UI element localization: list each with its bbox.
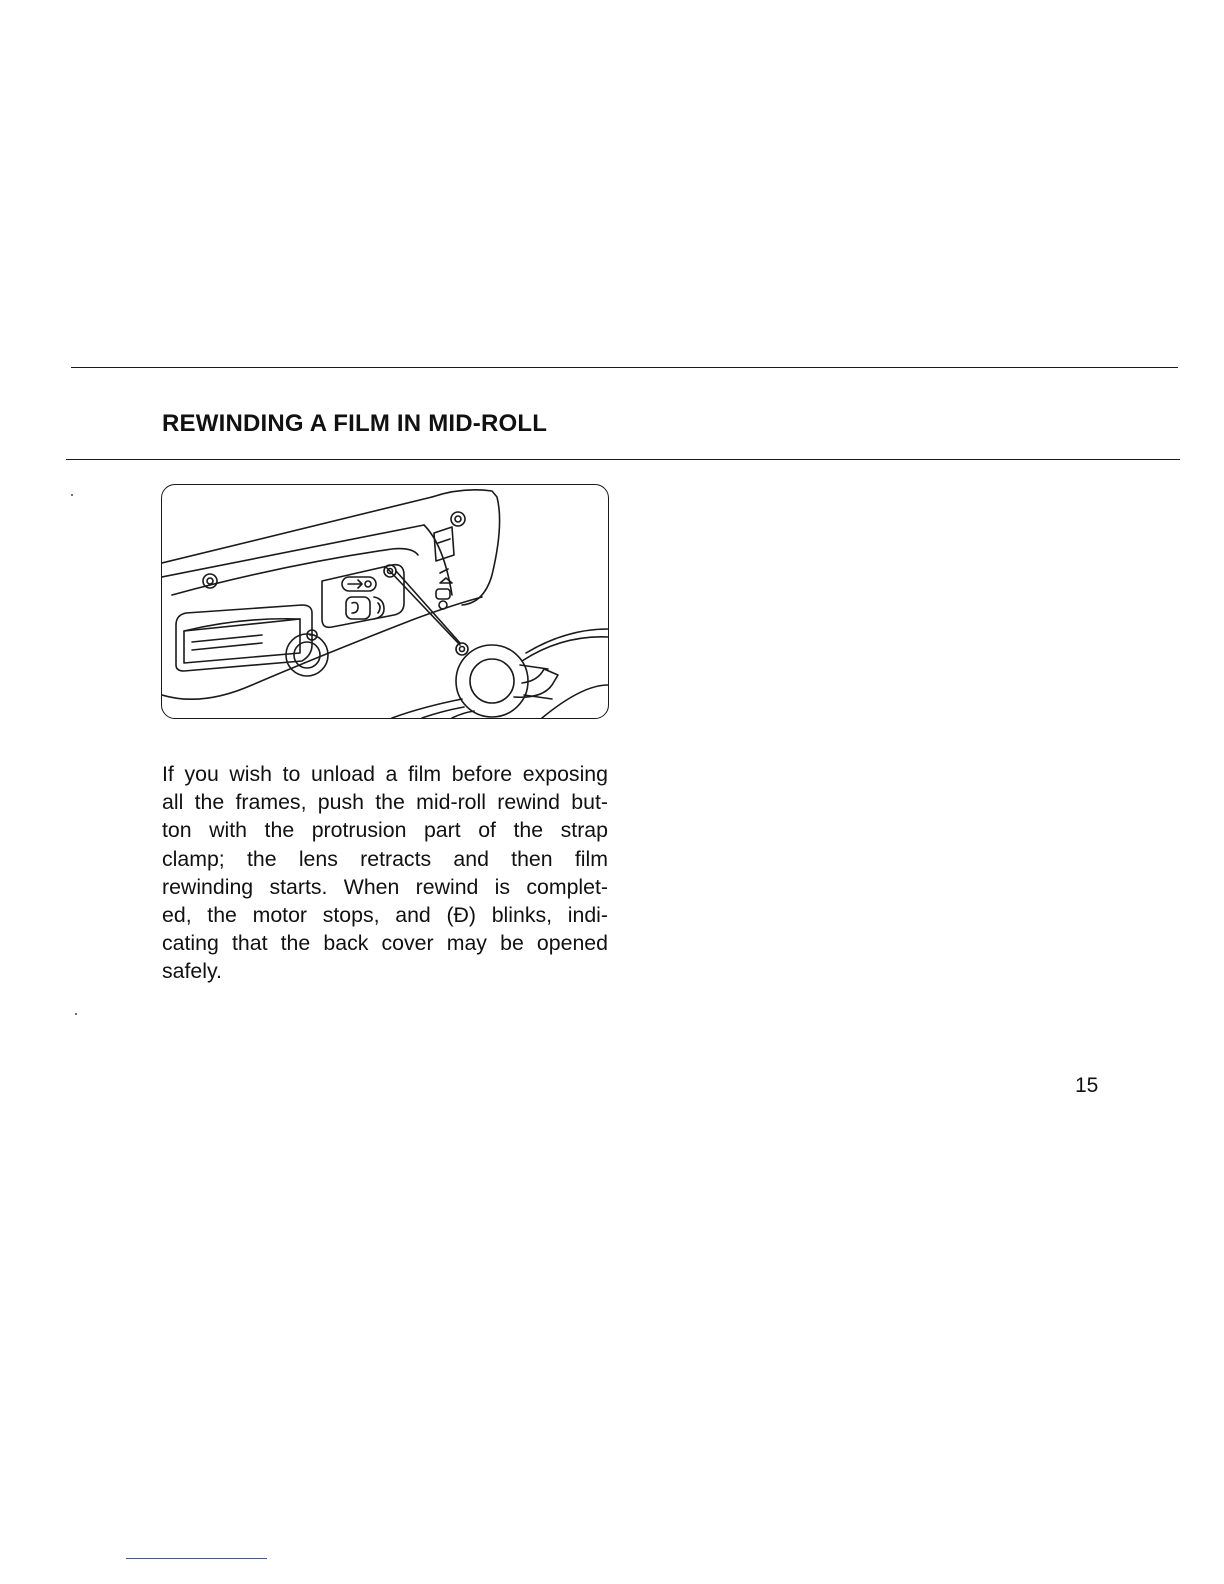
scan-speck [75, 1013, 77, 1015]
section-title: REWINDING A FILM IN MID-ROLL [162, 410, 548, 437]
paragraph-line: If you wish to unload a film before exposing [162, 762, 608, 786]
scan-speck [71, 494, 73, 496]
instruction-paragraph [162, 760, 608, 986]
paragraph-line: all the frames, push the mid-roll rewind but- [162, 790, 608, 815]
paragraph-line: ton with the protrusion part of the strap [162, 818, 608, 843]
paragraph-line: cating that the back cover may be opened [162, 931, 608, 956]
paragraph-line: ed, the motor stops, and (Ɖ) blinks, indi- [162, 903, 608, 928]
paragraph-line: clamp; the lens retracts and then film [162, 846, 608, 871]
page-number: 15 [1075, 1074, 1099, 1097]
bottom-edge-mark [126, 1558, 267, 1559]
camera-bottom-icon [162, 485, 608, 718]
paragraph-line: rewinding starts. When rewind is complet- [162, 874, 608, 899]
paragraph-line: safely. [162, 959, 222, 984]
camera-illustration [161, 484, 609, 719]
title-underline-rule [66, 459, 1180, 460]
top-rule [71, 367, 1178, 368]
